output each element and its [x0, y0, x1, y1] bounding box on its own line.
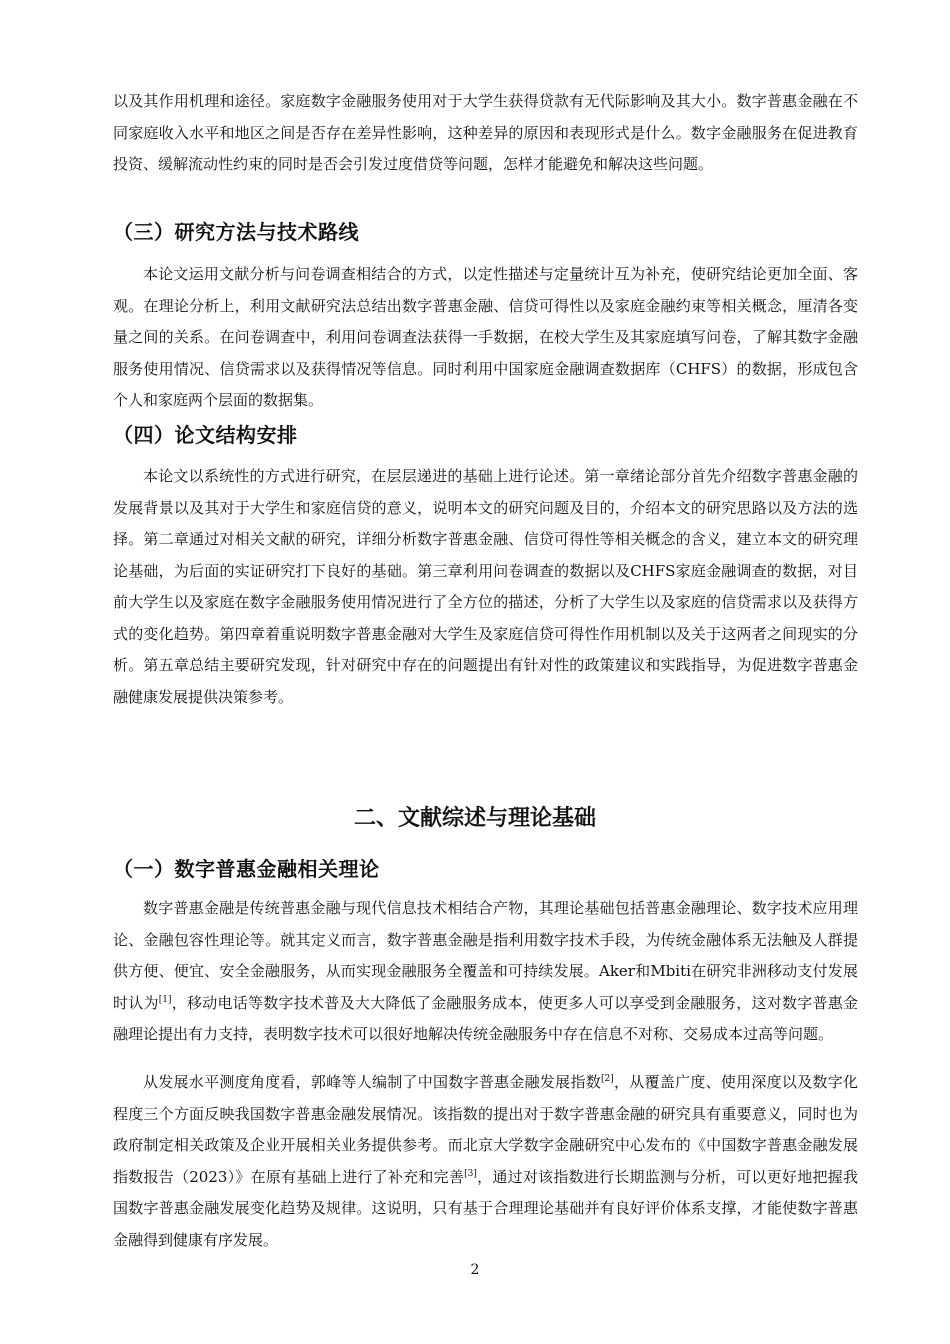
paragraph-theory-text-a: 数字普惠金融是传统普惠金融与现代信息技术相结合产物，其理论基础包括普惠金融理论、数字技术应用理论、金融包容性理论等。就其定义而言，数字普惠金融是指利用数字技术手段，为传统金融体系无法触及人群提供方便、便宜、安全金融服务，从而实现金融服务全覆盖和可持续发展。Aker和Mbiti在研究非洲移动支付发展时认为 [113, 899, 858, 1012]
paragraph-index [113, 1067, 858, 1256]
paragraph-theory-text-b: ，移动电话等数字技术普及大大降低了金融服务成本，使更多人可以享受到金融服务，这对数字普惠金融理论提出有力支持，表明数字技术可以很好地解决传统金融服务中存在信息不对称、交易成本过高等问题。 [113, 993, 858, 1043]
section-heading-structure: （四）论文结构安排 [113, 423, 298, 447]
paragraph-theory [113, 893, 858, 1051]
paragraph-methods: 本论文运用文献分析与问卷调查相结合的方式，以定性描述与定量统计互为补充，使研究结论更加全面、客观。在理论分析上，利用文献研究法总结出数字普惠金融、信贷可得性以及家庭金融约束等相关概念，厘清各变量之间的关系。在问卷调查中，利用问卷调查法获得一手数据，在校大学生及其家庭填写问卷，了解其数字金融服务使用情况、信贷需求以及获得情况等信息。同时利用中国家庭金融调查数据库（CHFS）的数据，形成包含个人和家庭两个层面的数据集。 [113, 265, 858, 409]
citation-ref-2: [2] [600, 1074, 614, 1084]
citation-ref-1: [1] [158, 994, 172, 1005]
citation-ref-3: [3] [464, 1168, 477, 1179]
page-number: 2 [470, 1262, 480, 1278]
chapter-title: 二、文献综述与理论基础 [353, 806, 596, 831]
paragraph-index-text-b: ，从覆盖广度、使用深度以及数字化程度三个方面反映我国数字普惠金融发展情况。该指数的提出对于数字普惠金融的研究具有重要意义，同时也为政府制定相关政策及企业开展相关业务提供参考。而北京大学数字金融研究中心发布的《中国数字普惠金融发展指数报告（2023）》在原有基础上进行了补充和完善 [113, 1073, 858, 1186]
paragraph-index-text-c: ，通过对该指数进行长期监测与分析，可以更好地把握我国数字普惠金融发展变化趋势及规律。这说明，只有基于合理理论基础并有良好评价体系支撑，才能使数字普惠金融得到健康有序发展。 [113, 1167, 858, 1249]
paragraph-structure: 本论文以系统性的方式进行研究，在层层递进的基础上进行论述。第一章绪论部分首先介绍数字普惠金融的发展背景以及其对于大学生和家庭信贷的意义，说明本文的研究问题及目的，介绍本文的研究思路以及方法的选择。第二章通过对相关文献的研究，详细分析数字普惠金融、信贷可得性等相关概念的含义，建立本文的研究理论基础，为后面的实证研究打下良好的基础。第三章利用问卷调查的数据以及CHFS家庭金融调查的数据，对目前大学生以及家庭在数字金融服务使用情况进行了全方位的描述，分析了大学生以及家庭的信贷需求以及获得方式的变化趋势。第四章着重说明数字普惠金融对大学生及家庭信贷可得性作用机制以及关于这两者之间现实的分析。第五章总结主要研究发现，针对研究中存在的问题提出有针对性的政策建议和实践指导，为促进数字普惠金融健康发展提供决策参考。 [113, 467, 858, 706]
paragraph-research-questions: 以及其作用机理和途径。家庭数字金融服务使用对于大学生获得贷款有无代际影响及其大小。数字普惠金融在不同家庭收入水平和地区之间是否存在差异性影响，这种差异的原因和表现形式是什么。数字金融服务在促进教育投资、缓解流动性约束的同时是否会引发过度借贷等问题，怎样才能避免和解决这些问题。 [113, 92, 858, 173]
section-heading-methods: （三）研究方法与技术路线 [113, 220, 359, 244]
paragraph-index-text-a: 从发展水平测度角度看，郭峰等人编制了中国数字普惠金融发展指数 [143, 1073, 601, 1091]
section-heading-theory: （一）数字普惠金融相关理论 [113, 857, 380, 881]
